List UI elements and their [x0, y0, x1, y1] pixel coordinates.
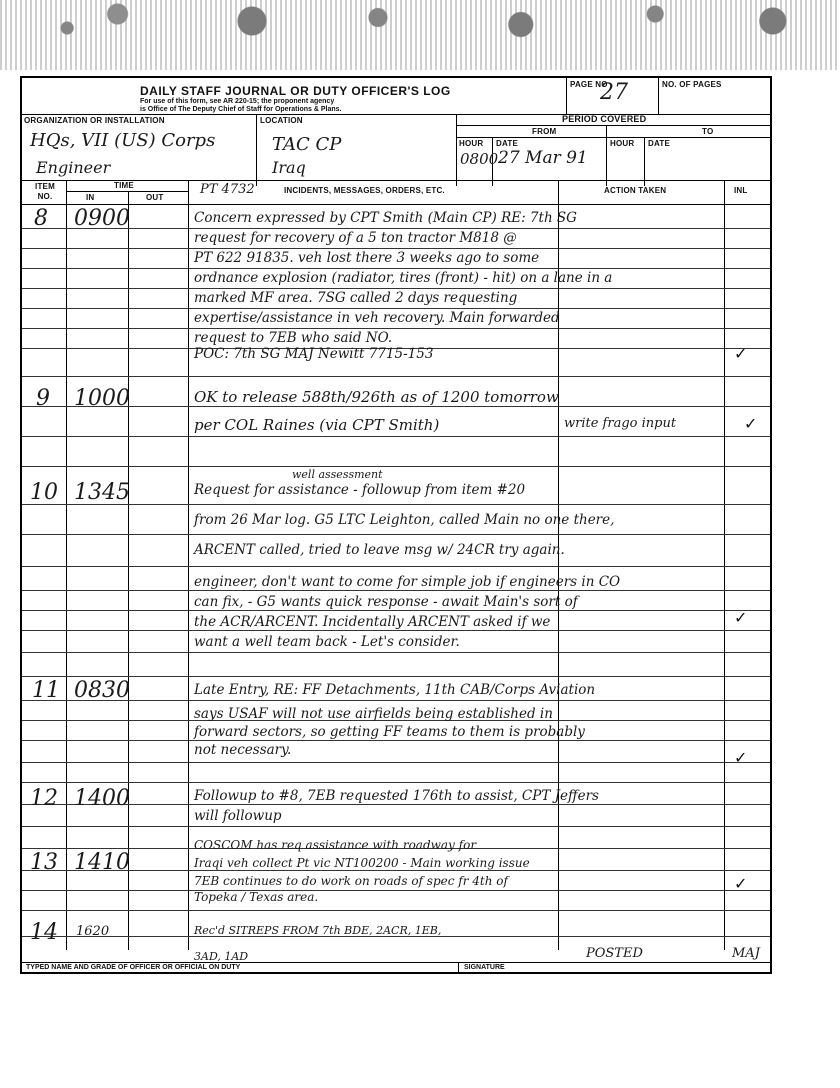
subtitle-line-1: For use of this form, see AR 220-15; the proponent agency [140, 98, 335, 105]
entry-line: 3AD, 1AD [194, 950, 249, 963]
out-label: OUT [146, 193, 164, 202]
initial-mark: ✓ [734, 608, 748, 627]
location-label: LOCATION [260, 116, 303, 125]
org-value-line-2: Engineer [36, 158, 111, 177]
item-number: 10 [30, 480, 58, 505]
org-value-line-1: HQs, VII (US) Corps [30, 130, 216, 151]
row-rule [22, 762, 770, 763]
row-rule [22, 782, 770, 783]
item-number: 12 [30, 786, 58, 811]
subtitle-line-2: is Office of The Deputy Chief of Staff for Operations & Plans. [140, 106, 342, 113]
entry-line: OK to release 588th/926th as of 1200 tomorrow [194, 388, 559, 406]
org-label: ORGANIZATION OR INSTALLATION [24, 116, 165, 125]
footer-rule [22, 962, 770, 963]
row-rule [22, 676, 770, 677]
from-to-divider [606, 125, 607, 186]
typed-name-label: TYPED NAME AND GRADE OF OFFICER OR OFFICIAL ON DUTY [26, 964, 241, 971]
entry-line: ARCENT called, tried to leave msg w/ 24CR try again. [194, 542, 565, 558]
entry-line: Followup to #8, 7EB requested 176th to assist, CPT Jeffers [194, 788, 599, 804]
time-in: 1000 [74, 386, 130, 411]
row-rule [22, 590, 770, 591]
to-date-label: DATE [648, 139, 670, 148]
from-date-label: DATE [496, 139, 518, 148]
entry-line: engineer, don't want to come for simple job if engineers in CO [194, 574, 621, 590]
entry-line: says USAF will not use airfields being established in [194, 706, 553, 722]
time-in: 1410 [74, 850, 130, 875]
to-label: TO [702, 127, 714, 136]
period-label: PERIOD COVERED [562, 114, 647, 124]
row-rule [22, 288, 770, 289]
action-text: write frago input [564, 416, 677, 431]
entry-line: Rec'd SITREPS FROM 7th BDE, 2ACR, 1EB, [194, 924, 442, 937]
pageno-divider [566, 78, 567, 114]
entry-line: per COL Raines (via CPT Smith) [194, 416, 440, 434]
entry-line: want a well team back - Let's consider. [194, 634, 460, 650]
entry-line: Topeka / Texas area. [194, 890, 319, 904]
col-line-incidents [558, 180, 559, 950]
incidents-prefix: PT 4732 [200, 182, 255, 197]
entry-line: request to 7EB who said NO. [194, 330, 393, 346]
action-label: ACTION TAKEN [604, 186, 667, 195]
entry-line: can fix, - G5 wants quick response - await Main's sort of [194, 594, 578, 610]
entry-line: will followup [194, 808, 282, 824]
row-rule [22, 890, 770, 891]
row-rule [22, 804, 770, 805]
row-rule [22, 268, 770, 269]
entry-line: PT 622 91835. veh lost there 3 weeks ago to some [194, 250, 540, 266]
entry-line: Request for assistance - followup from item #20 [194, 482, 526, 498]
inl-label: INL [734, 186, 748, 195]
row-rule [22, 308, 770, 309]
row-rule [22, 328, 770, 329]
time-in: 0900 [74, 206, 130, 231]
signature-divider [458, 962, 459, 974]
row-rule [22, 910, 770, 911]
entry-line: from 26 Mar log. G5 LTC Leighton, called Main no one there, [194, 512, 615, 528]
to-hour-label: HOUR [610, 139, 635, 148]
from-label: FROM [532, 127, 557, 136]
item-number: 13 [30, 850, 58, 875]
nopages-divider [658, 78, 659, 114]
row-rule [22, 406, 770, 407]
signature-label: SIGNATURE [464, 964, 505, 971]
row-rule [22, 740, 770, 741]
page-no-label: PAGE NO [570, 80, 608, 89]
journal-form [20, 76, 772, 974]
item-number: 14 [30, 920, 58, 945]
initial-mark: ✓ [734, 874, 748, 893]
row-rule [22, 376, 770, 377]
entry-line: forward sectors, so getting FF teams to them is probably [194, 724, 585, 740]
time-in: 1400 [74, 786, 130, 811]
col-line-in [128, 191, 129, 950]
period-rule [456, 125, 770, 126]
col-line-item [66, 180, 67, 950]
entry-line: Concern expressed by CPT Smith (Main CP) RE: 7th SG [194, 210, 577, 226]
time-rule [66, 191, 188, 192]
to-hour-divider [644, 137, 645, 186]
row-rule [22, 870, 770, 871]
scan-noise-border [0, 0, 840, 70]
header-rule-1 [22, 114, 770, 115]
incidents-label: INCIDENTS, MESSAGES, ORDERS, ETC. [284, 186, 445, 195]
action-text: POSTED [586, 946, 643, 961]
header-rule-2 [22, 180, 770, 181]
page-no-value: 27 [600, 80, 628, 105]
no-of-pages-label: NO. OF PAGES [662, 80, 722, 89]
from-date-value: 27 Mar 91 [498, 148, 588, 168]
from-hour-label: HOUR [459, 139, 484, 148]
row-rule [22, 566, 770, 567]
initial-mark: ✓ [734, 344, 748, 363]
from-hour-value: 0800 [460, 150, 499, 168]
item-number: 8 [34, 206, 48, 231]
time-label: TIME [114, 181, 134, 190]
col-line-out [188, 180, 189, 950]
time-in: 1620 [76, 924, 110, 939]
entry-line: ordnance explosion (radiator, tires (front) - hit) on a lane in a [194, 270, 613, 286]
entry-line: COSCOM has req assistance with roadway for [194, 838, 477, 852]
entry-line: 7EB continues to do work on roads of spec fr 4th of [194, 874, 508, 888]
entry-line: the ACR/ARCENT. Incidentally ARCENT asked if we [194, 614, 551, 630]
initial-mark: ✓ [734, 748, 748, 767]
fromto-rule [456, 137, 770, 138]
entry-line: request for recovery of a 5 ton tractor M818 @ [194, 230, 517, 246]
row-rule [22, 610, 770, 611]
item-no-label: ITEM NO. [35, 182, 55, 201]
location-value-line-2: Iraq [272, 158, 306, 177]
form-title: DAILY STAFF JOURNAL OR DUTY OFFICER'S LOG [140, 84, 451, 98]
entry-line: not necessary. [194, 742, 292, 758]
col-line-action [724, 180, 725, 950]
time-in: 0830 [74, 678, 130, 703]
time-in: 1345 [74, 480, 130, 505]
item-number: 9 [36, 386, 50, 411]
entry-line: Iraqi veh collect Pt vic NT100200 - Main working issue [194, 856, 530, 870]
row-rule [22, 248, 770, 249]
row-rule [22, 826, 770, 827]
row-rule [22, 504, 770, 505]
row-rule [22, 652, 770, 653]
row-rule [22, 630, 770, 631]
initial-mark: MAJ [732, 946, 760, 961]
column-header-rule [22, 204, 770, 205]
org-divider [256, 114, 257, 186]
initial-mark: ✓ [744, 414, 758, 433]
row-rule [22, 700, 770, 701]
entry-line: marked MF area. 7SG called 2 days requesting [194, 290, 518, 306]
entry-line: POC: 7th SG MAJ Newitt 7715-153 [194, 346, 434, 362]
row-rule [22, 534, 770, 535]
form-subtitle [140, 98, 341, 114]
insert-note: well assessment [292, 468, 383, 481]
row-rule [22, 228, 770, 229]
entry-line: Late Entry, RE: FF Detachments, 11th CAB/Corps Aviation [194, 682, 596, 698]
entry-line: expertise/assistance in veh recovery. Main forwarded [194, 310, 560, 326]
row-rule [22, 436, 770, 437]
in-label: IN [86, 193, 95, 202]
item-number: 11 [32, 678, 60, 703]
location-value-line-1: TAC CP [272, 134, 342, 155]
row-rule [22, 466, 770, 467]
